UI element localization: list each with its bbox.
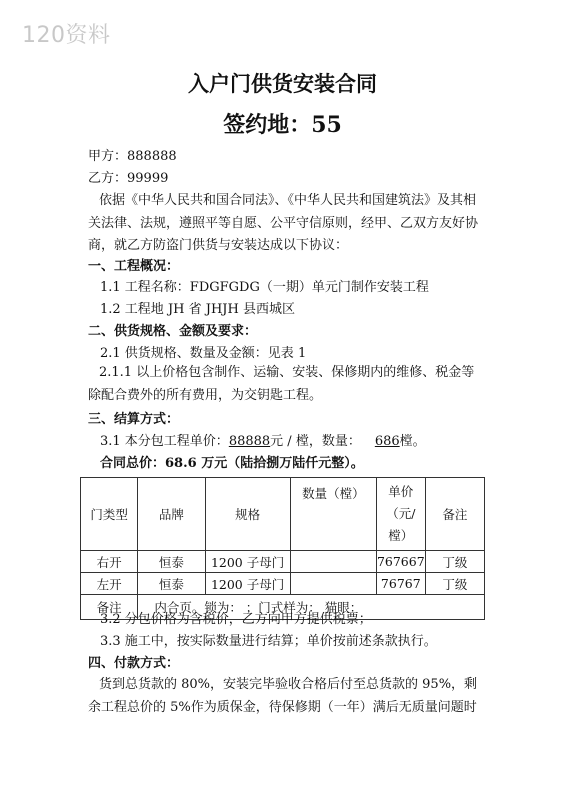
unit-price-prefix: 3.1 本分包工程单价： <box>100 434 229 449</box>
unit-price-mid: 元 / 樘，数量： <box>270 434 361 449</box>
unit-price-suffix: 樘。 <box>399 434 426 449</box>
section-1-heading: 一、工程概况： <box>88 259 180 274</box>
party-b: 乙方：99999 <box>88 171 169 186</box>
table-row <box>81 551 485 573</box>
note-label: 备注 <box>81 595 138 620</box>
spec-table <box>80 477 485 620</box>
header-unit-price-line-3: 樘） <box>388 528 414 543</box>
cell-price: 76767 <box>376 573 425 595</box>
cell-spec: 1200 子母门 <box>205 551 290 573</box>
header-unit-price-line-1: 单价 <box>388 484 414 499</box>
cell-type: 左开 <box>81 573 138 595</box>
quantity-value: 686 <box>374 434 400 449</box>
cell-qty <box>290 573 376 595</box>
unit-price-line <box>100 432 426 452</box>
contract-total: 合同总价：68.6 万元（陆拾捌万陆仟元整）。 <box>100 456 364 471</box>
section-3-heading: 三、结算方式： <box>88 412 180 427</box>
sign-place: 签约地：55 <box>223 112 342 138</box>
section-2-heading: 二、供货规格、金额及要求： <box>88 324 258 339</box>
header-unit-price-line-2: （元/ <box>386 506 416 521</box>
intro-paragraph: 依据《中华人民共和国合同法》、《中华人民共和国建筑法》及其相关法律、法规，遵照平等自愿、公平守信原则，经甲、乙双方友好协商，就乙方防盗门供货与安装达成以下协议： <box>88 193 479 253</box>
cell-qty <box>290 551 376 573</box>
section-3-item-2: 3.2 分包价格为含税价，乙方向甲方提供税票； <box>100 612 372 627</box>
table-row <box>81 573 485 595</box>
cell-brand: 恒泰 <box>138 573 205 595</box>
header-quantity: 数量（樘） <box>290 478 376 551</box>
cell-brand: 恒泰 <box>138 551 205 573</box>
table-header-row <box>81 478 485 551</box>
cell-note: 丁级 <box>425 551 484 573</box>
section-1-item-1: 1.1 工程名称：FDGFGDG（一期）单元门制作安装工程 <box>100 280 429 295</box>
section-4-heading: 四、付款方式： <box>88 656 180 671</box>
section-2-item-1: 2.1 供货规格、数量及金额：见表 1 <box>100 346 307 361</box>
cell-price: 767667 <box>376 551 425 573</box>
header-note: 备注 <box>425 478 484 551</box>
contract-title: 入户门供货安装合同 <box>188 71 377 96</box>
header-unit-price <box>376 478 425 551</box>
header-door-type: 门类型 <box>81 478 138 551</box>
section-2-item-2: 2.1.1 以上价格包含制作、运输、安装、保修期内的维修、税金等除配合费外的所有费用，为交钥匙工程。 <box>88 365 475 403</box>
note-text: 内合页。锁为： ；门式样为： 猫眼： <box>138 595 485 620</box>
cell-spec: 1200 子母门 <box>205 573 290 595</box>
watermark: 120资料 <box>22 23 111 48</box>
header-spec: 规格 <box>205 478 290 551</box>
section-1-item-2: 1.2 工程地 JH 省 JHJH 县西城区 <box>100 302 295 317</box>
header-brand: 品牌 <box>138 478 205 551</box>
party-a: 甲方：888888 <box>88 149 177 164</box>
cell-type: 右开 <box>81 551 138 573</box>
cell-note: 丁级 <box>425 573 484 595</box>
section-3-item-3: 3.3 施工中，按实际数量进行结算；单价按前述条款执行。 <box>100 634 437 649</box>
unit-price-value: 88888 <box>228 434 271 449</box>
section-4-paragraph: 货到总货款的 80%，安装完毕验收合格后付至总货款的 95%，剩余工程总价的 5%作为质保金，待保修期（一年）满后无质量问题时 <box>88 677 478 715</box>
